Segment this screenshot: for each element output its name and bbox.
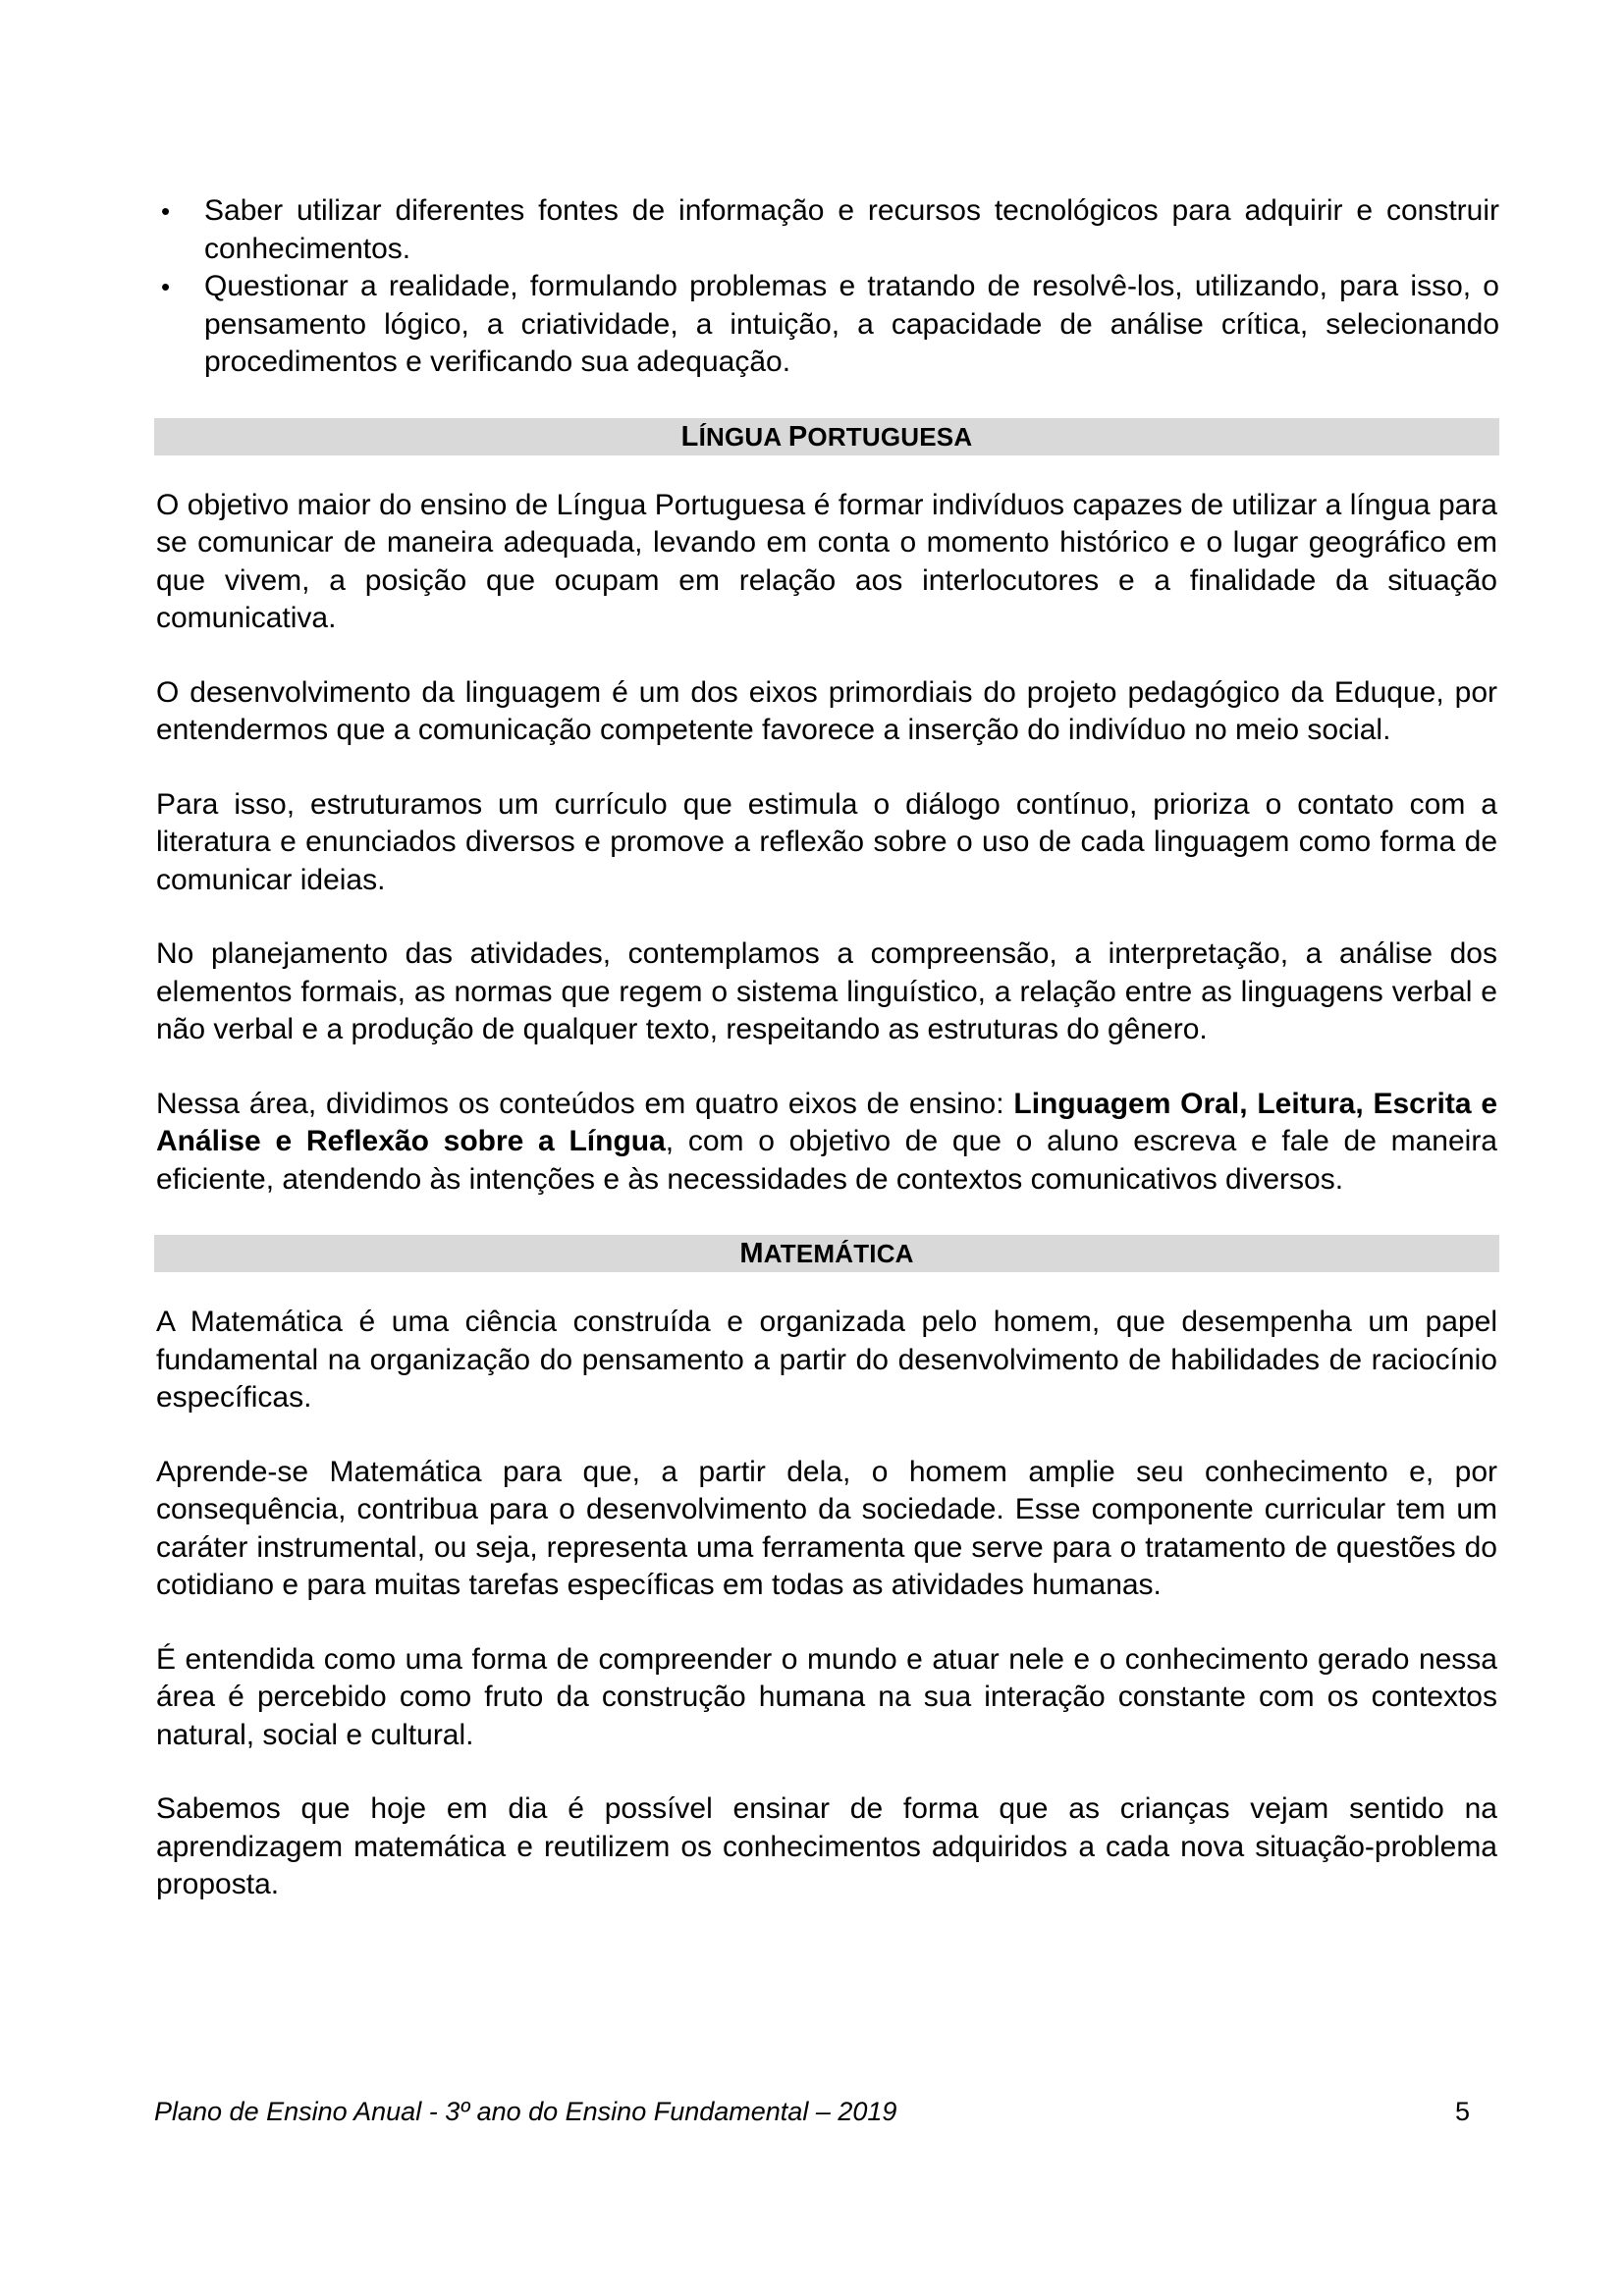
paragraph: O desenvolvimento da linguagem é um dos eixos primordiais do projeto pedagógico da Eduque, por entendermos que a comunicação competente favorece a inserção do indivíduo no meio social. — [156, 675, 1497, 746]
header-initial: M — [739, 1238, 764, 1269]
paragraph: Sabemos que hoje em dia é possível ensinar de forma que as crianças vejam sentido na aprendizagem matemática e reutilizem os conhecimentos adquiridos a cada nova situação-problema proposta. — [156, 1792, 1497, 1900]
paragraph: A Matemática é uma ciência construída e organizada pelo homem, que desempenha um papel fundamental na organização do pensamento a partir do desenvolvimento de habilidades de raciocínio específicas. — [156, 1306, 1497, 1414]
page-footer — [154, 2092, 1470, 2131]
bullet-list — [154, 192, 1499, 382]
header-initial: P — [787, 420, 808, 453]
section-header-matematica — [154, 1235, 1499, 1272]
bullet-dot-icon: • — [161, 196, 171, 226]
paragraph-text: Nessa área, dividimos os conteúdos em quatro eixos de ensino: — [156, 1087, 1014, 1120]
page-number: 5 — [1454, 2097, 1470, 2126]
section-header-lingua-portuguesa — [154, 418, 1499, 455]
bold-emphasis: Linguagem Oral, Leitura, Escrita e Análise e Reflexão sobre a Língua — [156, 1087, 1498, 1157]
header-text: ATEMÁTICA — [763, 1239, 914, 1268]
list-item — [154, 268, 1499, 382]
page-content — [154, 192, 1499, 1941]
header-text: ÍNGUA — [698, 421, 788, 452]
list-item — [154, 192, 1499, 268]
paragraph: No planejamento das atividades, contemplamos a compreensão, a interpretação, a análise dos elementos formais, as normas que regem o sistema linguístico, a relação entre as linguagens verbal e não verbal e a produção de qualquer texto, respeitando as estruturas do gênero. — [156, 937, 1497, 1045]
header-initial: L — [680, 420, 699, 453]
footer-text: Plano de Ensino Anual - 3º ano do Ensino Fundamental – 2019 — [154, 2097, 897, 2126]
header-text: ORTUGUESA — [807, 421, 973, 452]
paragraph — [154, 1086, 1499, 1200]
paragraph: Aprende-se Matemática para que, a partir dela, o homem amplie seu conhecimento e, por consequência, contribua para o desenvolvimento da sociedade. Esse componente curricular tem um caráter instrumental, ou seja, representa uma ferramenta que serve para o tratamento de questões do cotidiano e para muitas tarefas específicas em todas as atividades humanas. — [156, 1455, 1497, 1601]
bullet-dot-icon: • — [161, 272, 171, 301]
paragraph: Para isso, estruturamos um currículo que estimula o diálogo contínuo, prioriza o contato com a literatura e enunciados diversos e promove a reflexão sobre o uso de cada linguagem como forma de comunicar ideias. — [156, 787, 1497, 896]
paragraph: É entendida como uma forma de compreender o mundo e atuar nele e o conhecimento gerado nessa área é percebido como fruto da construção humana na sua interação constante com os contextos natural, social e cultural. — [156, 1642, 1497, 1751]
paragraph-text: , com o objetivo de que o aluno escreva e fale de maneira eficiente, atendendo às intenções e às necessidades de contextos comunicativos diversos. — [156, 1125, 1497, 1196]
bullet-text: Questionar a realidade, formulando problemas e tratando de resolvê-los, utilizando, para isso, o pensamento lógico, a criatividade, a intuição, a capacidade de análise crítica, selecionando procedimentos e verificando sua adequação. — [204, 270, 1499, 378]
paragraph: O objetivo maior do ensino de Língua Portuguesa é formar indivíduos capazes de utilizar a língua para se comunicar de maneira adequada, levando em conta o momento histórico e o lugar geográfico em que vivem, a posição que ocupam em relação aos interlocutores e a finalidade da situação comunicativa. — [156, 488, 1497, 634]
bullet-text: Saber utilizar diferentes fontes de informação e recursos tecnológicos para adquirir e construir conhecimentos. — [204, 194, 1499, 265]
